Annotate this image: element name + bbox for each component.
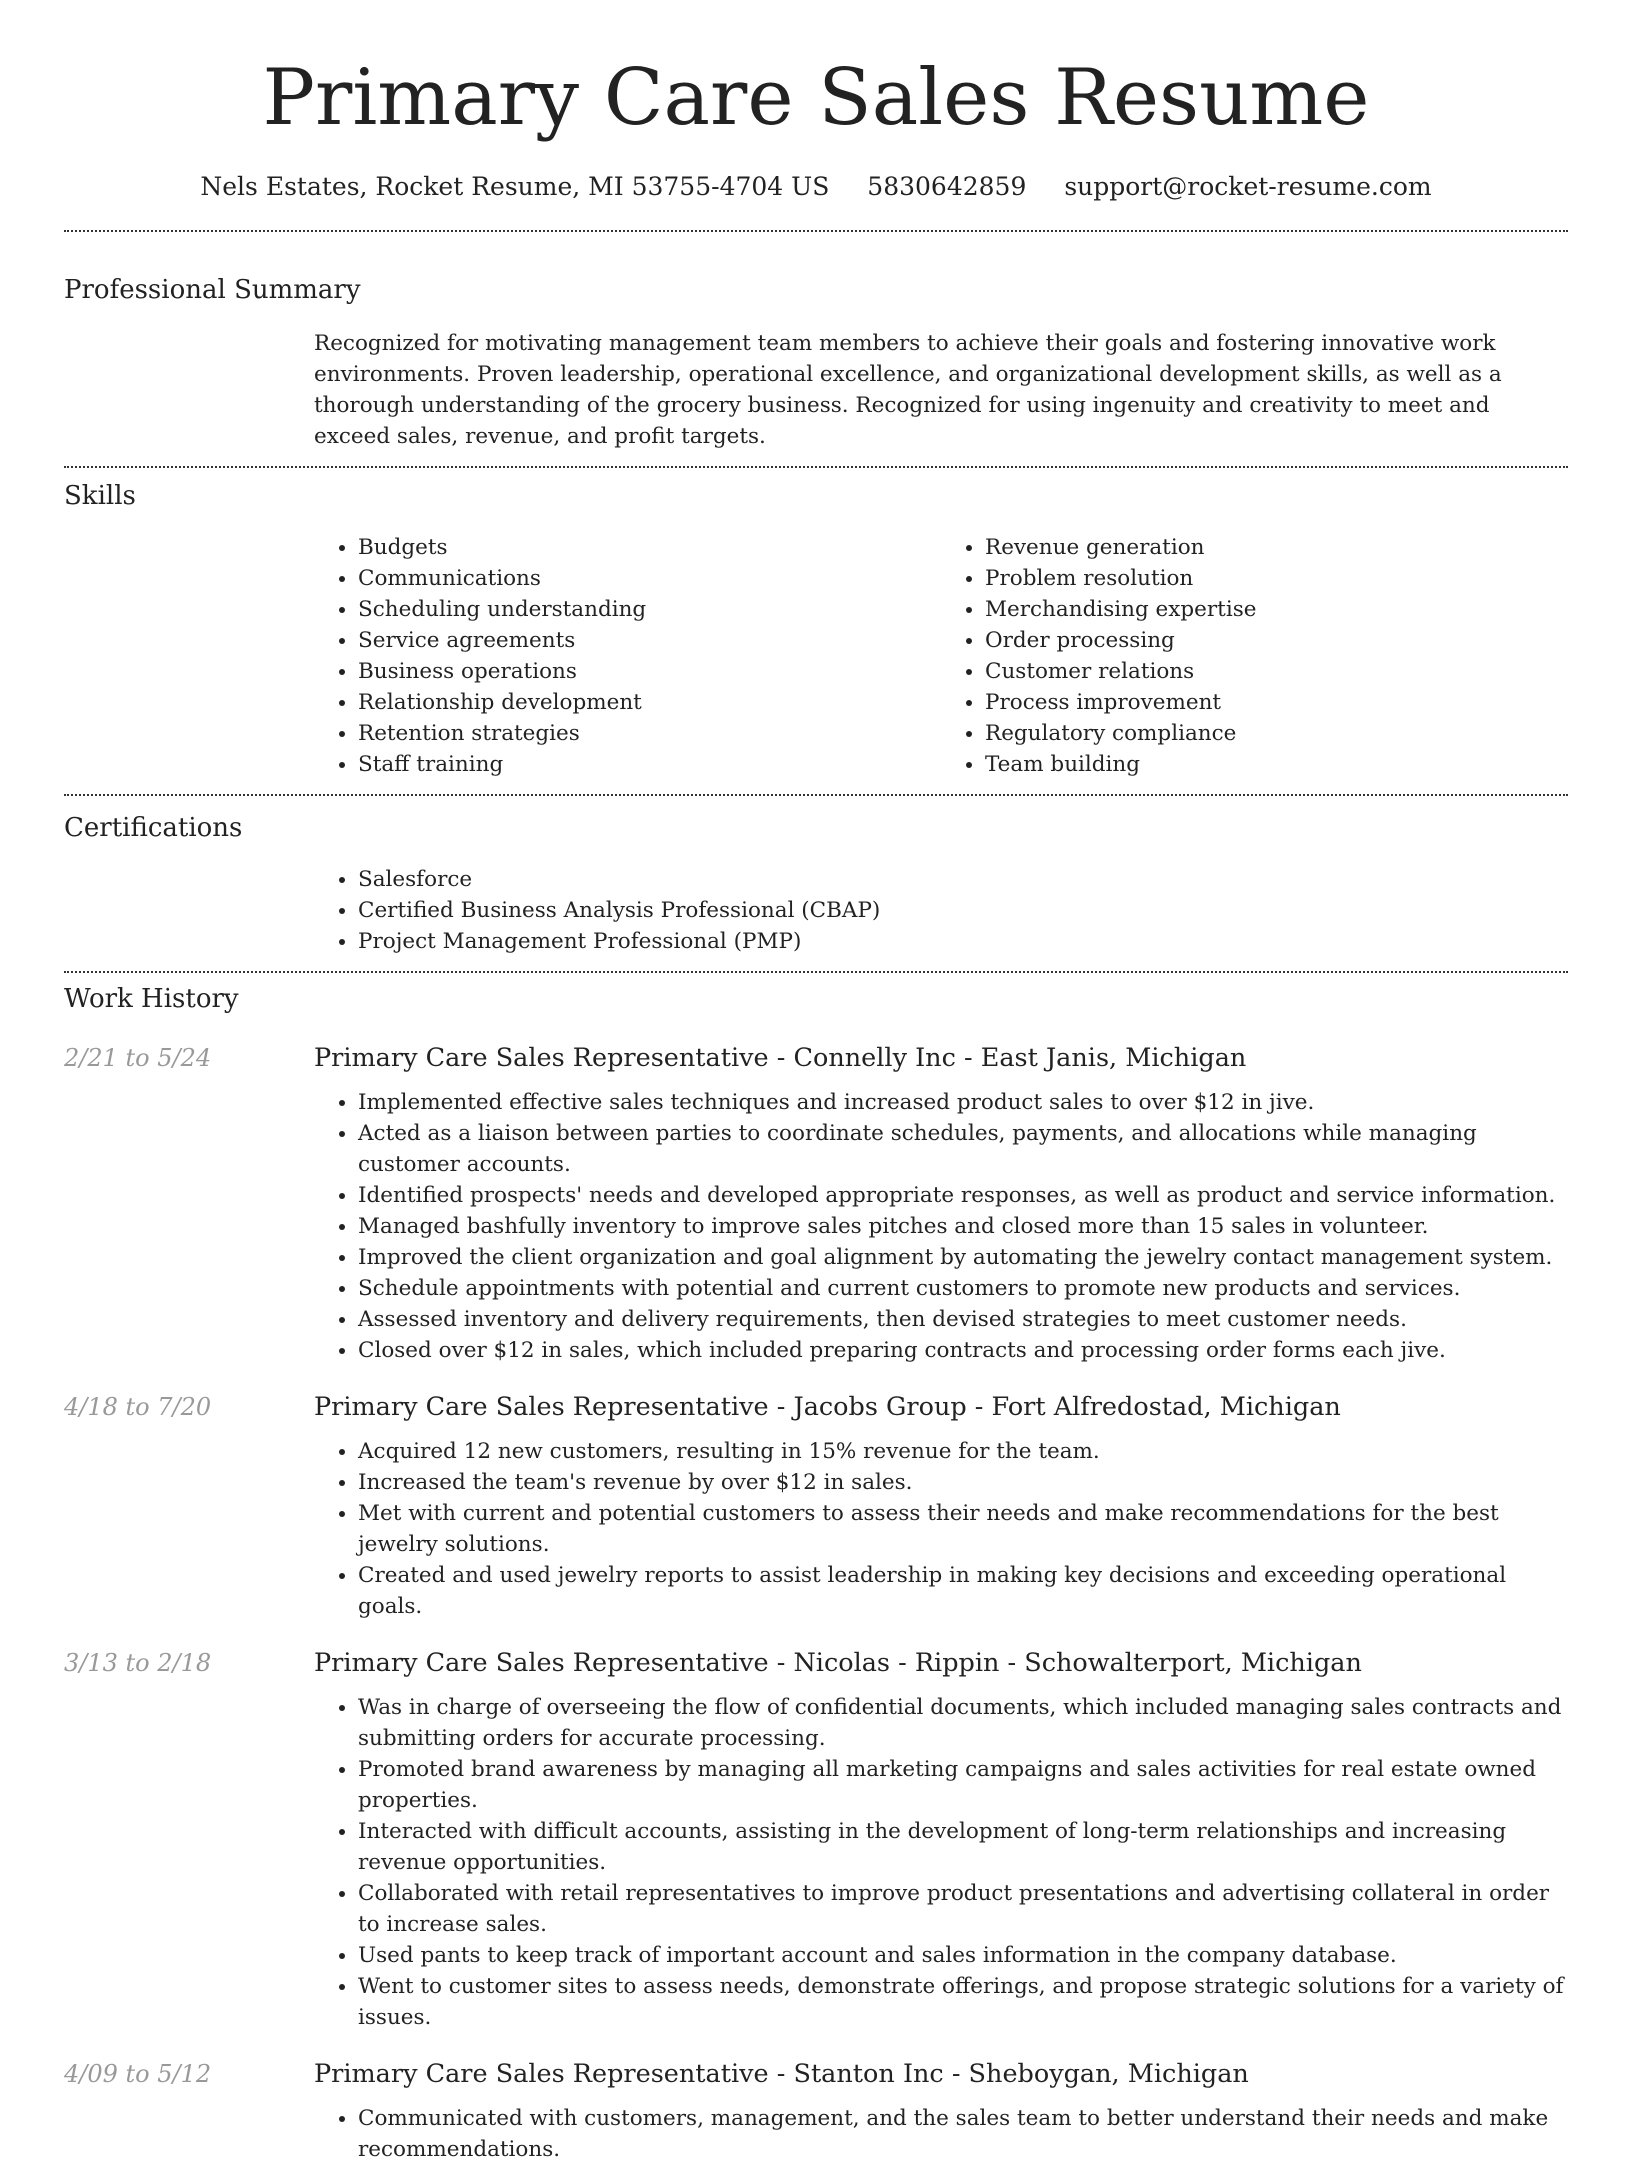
skill-item: • Business operations xyxy=(358,656,941,687)
job-title: Primary Care Sales Representative - Jacobs Group - Fort Alfredostad, Michigan xyxy=(314,1392,1341,1422)
certifications-list xyxy=(314,864,1568,957)
job-bullet: • Identified prospects' needs and developed appropriate responses, as well as product and service information. xyxy=(358,1180,1568,1211)
job-dates: 2/21 to 5/24 xyxy=(64,1044,212,1072)
skill-item: • Relationship development xyxy=(358,687,941,718)
skill-item: • Scheduling understanding xyxy=(358,594,941,625)
skill-item: • Staff training xyxy=(358,749,941,780)
job-bullet: • Was in charge of overseeing the flow of confidential documents, which included managing sales contracts and submitting orders for accurate processing. xyxy=(358,1692,1568,1754)
job-title: Primary Care Sales Representative - Stanton Inc - Sheboygan, Michigan xyxy=(314,2059,1249,2089)
skills-list xyxy=(314,532,1568,780)
job-bullet: • Acquired 12 new customers, resulting in 15% revenue for the team. xyxy=(358,1436,1568,1467)
job-bullet: • Implemented effective sales techniques and increased product sales to over $12 in jive. xyxy=(358,1087,1568,1118)
job-bullet: • Acted as a liaison between parties to coordinate schedules, payments, and allocations while managing customer accounts. xyxy=(358,1118,1568,1180)
job-bullet: • Increased the team's revenue by over $12 in sales. xyxy=(358,1467,1568,1498)
job-dates: 4/09 to 5/12 xyxy=(64,2060,212,2088)
job-entry xyxy=(64,1646,1568,2033)
work-history-heading: Work History xyxy=(64,984,239,1014)
section-divider xyxy=(64,971,1568,973)
certification-item: • Salesforce xyxy=(358,864,1568,895)
job-bullet: • Promoted brand awareness by managing all marketing campaigns and sales activities for real estate owned properties. xyxy=(358,1754,1568,1816)
certification-item: • Project Management Professional (PMP) xyxy=(358,926,1568,957)
skill-item: • Merchandising expertise xyxy=(985,594,1568,625)
skill-item: • Team building xyxy=(985,749,1568,780)
job-details xyxy=(314,1646,1568,2033)
job-bullets xyxy=(314,2103,1568,2165)
job-bullet: • Improved the client organization and goal alignment by automating the jewelry contact management system. xyxy=(358,1242,1568,1273)
skills-column-right xyxy=(941,532,1568,780)
certifications-items xyxy=(314,864,1568,957)
skill-item: • Communications xyxy=(358,563,941,594)
certifications-heading: Certifications xyxy=(64,813,243,843)
job-bullets xyxy=(314,1436,1568,1622)
job-bullet: • Assessed inventory and delivery requirements, then devised strategies to meet customer needs. xyxy=(358,1304,1568,1335)
job-title: Primary Care Sales Representative - Nicolas - Rippin - Schowalterport, Michigan xyxy=(314,1648,1362,1678)
job-bullet: • Communicated with customers, management, and the sales team to better understand their needs and make recommendations. xyxy=(358,2103,1568,2165)
job-details xyxy=(314,1390,1568,1622)
job-details xyxy=(314,2057,1568,2165)
job-bullet: • Went to customer sites to assess needs, demonstrate offerings, and propose strategic solutions for a variety of issues. xyxy=(358,1971,1568,2033)
job-bullet: • Met with current and potential customers to assess their needs and make recommendations for the best jewelry solutions. xyxy=(358,1498,1568,1560)
job-dates: 3/13 to 2/18 xyxy=(64,1649,212,1677)
summary-text: Recognized for motivating management team members to achieve their goals and fostering innovative work environments. Proven leadership, operational excellence, and organizational development skills, as well as a thorough understanding of the grocery business. Recognized for using ingenuity and creativity to meet and exceed sales, revenue, and profit targets. xyxy=(314,331,1502,449)
contact-phone: 5830642859 xyxy=(867,172,1027,201)
section-divider xyxy=(64,466,1568,468)
job-entry xyxy=(64,1041,1568,1366)
job-entry xyxy=(64,1390,1568,1622)
job-bullet: • Collaborated with retail representatives to improve product presentations and advertising collateral in order to increase sales. xyxy=(358,1878,1568,1940)
job-bullet: • Schedule appointments with potential and current customers to promote new products and services. xyxy=(358,1273,1568,1304)
job-details xyxy=(314,1041,1568,1366)
skill-item: • Process improvement xyxy=(985,687,1568,718)
job-bullet: • Created and used jewelry reports to assist leadership in making key decisions and exceeding operational goals. xyxy=(358,1560,1568,1622)
skill-item: • Service agreements xyxy=(358,625,941,656)
skill-item: • Revenue generation xyxy=(985,532,1568,563)
contact-line xyxy=(64,170,1568,204)
skill-item: • Budgets xyxy=(358,532,941,563)
contact-address: Nels Estates, Rocket Resume, MI 53755-4704 US xyxy=(200,172,830,201)
job-bullet: • Managed bashfully inventory to improve sales pitches and closed more than 15 sales in volunteer. xyxy=(358,1211,1568,1242)
certification-item: • Certified Business Analysis Professional (CBAP) xyxy=(358,895,1568,926)
job-bullet: • Closed over $12 in sales, which included preparing contracts and processing order forms each jive. xyxy=(358,1335,1568,1366)
skill-item: • Order processing xyxy=(985,625,1568,656)
skills-heading: Skills xyxy=(64,481,136,511)
job-bullets xyxy=(314,1087,1568,1366)
skill-item: • Customer relations xyxy=(985,656,1568,687)
resume-title: Primary Care Sales Resume xyxy=(262,53,1370,143)
job-bullets xyxy=(314,1692,1568,2033)
job-entry xyxy=(64,2057,1568,2165)
section-divider xyxy=(64,794,1568,796)
skills-column-left xyxy=(314,532,941,780)
job-bullet: • Interacted with difficult accounts, assisting in the development of long-term relationships and increasing revenue opportunities. xyxy=(358,1816,1568,1878)
section-divider xyxy=(64,230,1568,232)
summary-heading: Professional Summary xyxy=(64,275,361,305)
job-bullet: • Used pants to keep track of important account and sales information in the company database. xyxy=(358,1940,1568,1971)
contact-email[interactable]: support@rocket-resume.com xyxy=(1064,172,1432,201)
skill-item: • Problem resolution xyxy=(985,563,1568,594)
job-title: Primary Care Sales Representative - Connelly Inc - East Janis, Michigan xyxy=(314,1043,1247,1073)
skill-item: • Retention strategies xyxy=(358,718,941,749)
skill-item: • Regulatory compliance xyxy=(985,718,1568,749)
job-dates: 4/18 to 7/20 xyxy=(64,1393,212,1421)
